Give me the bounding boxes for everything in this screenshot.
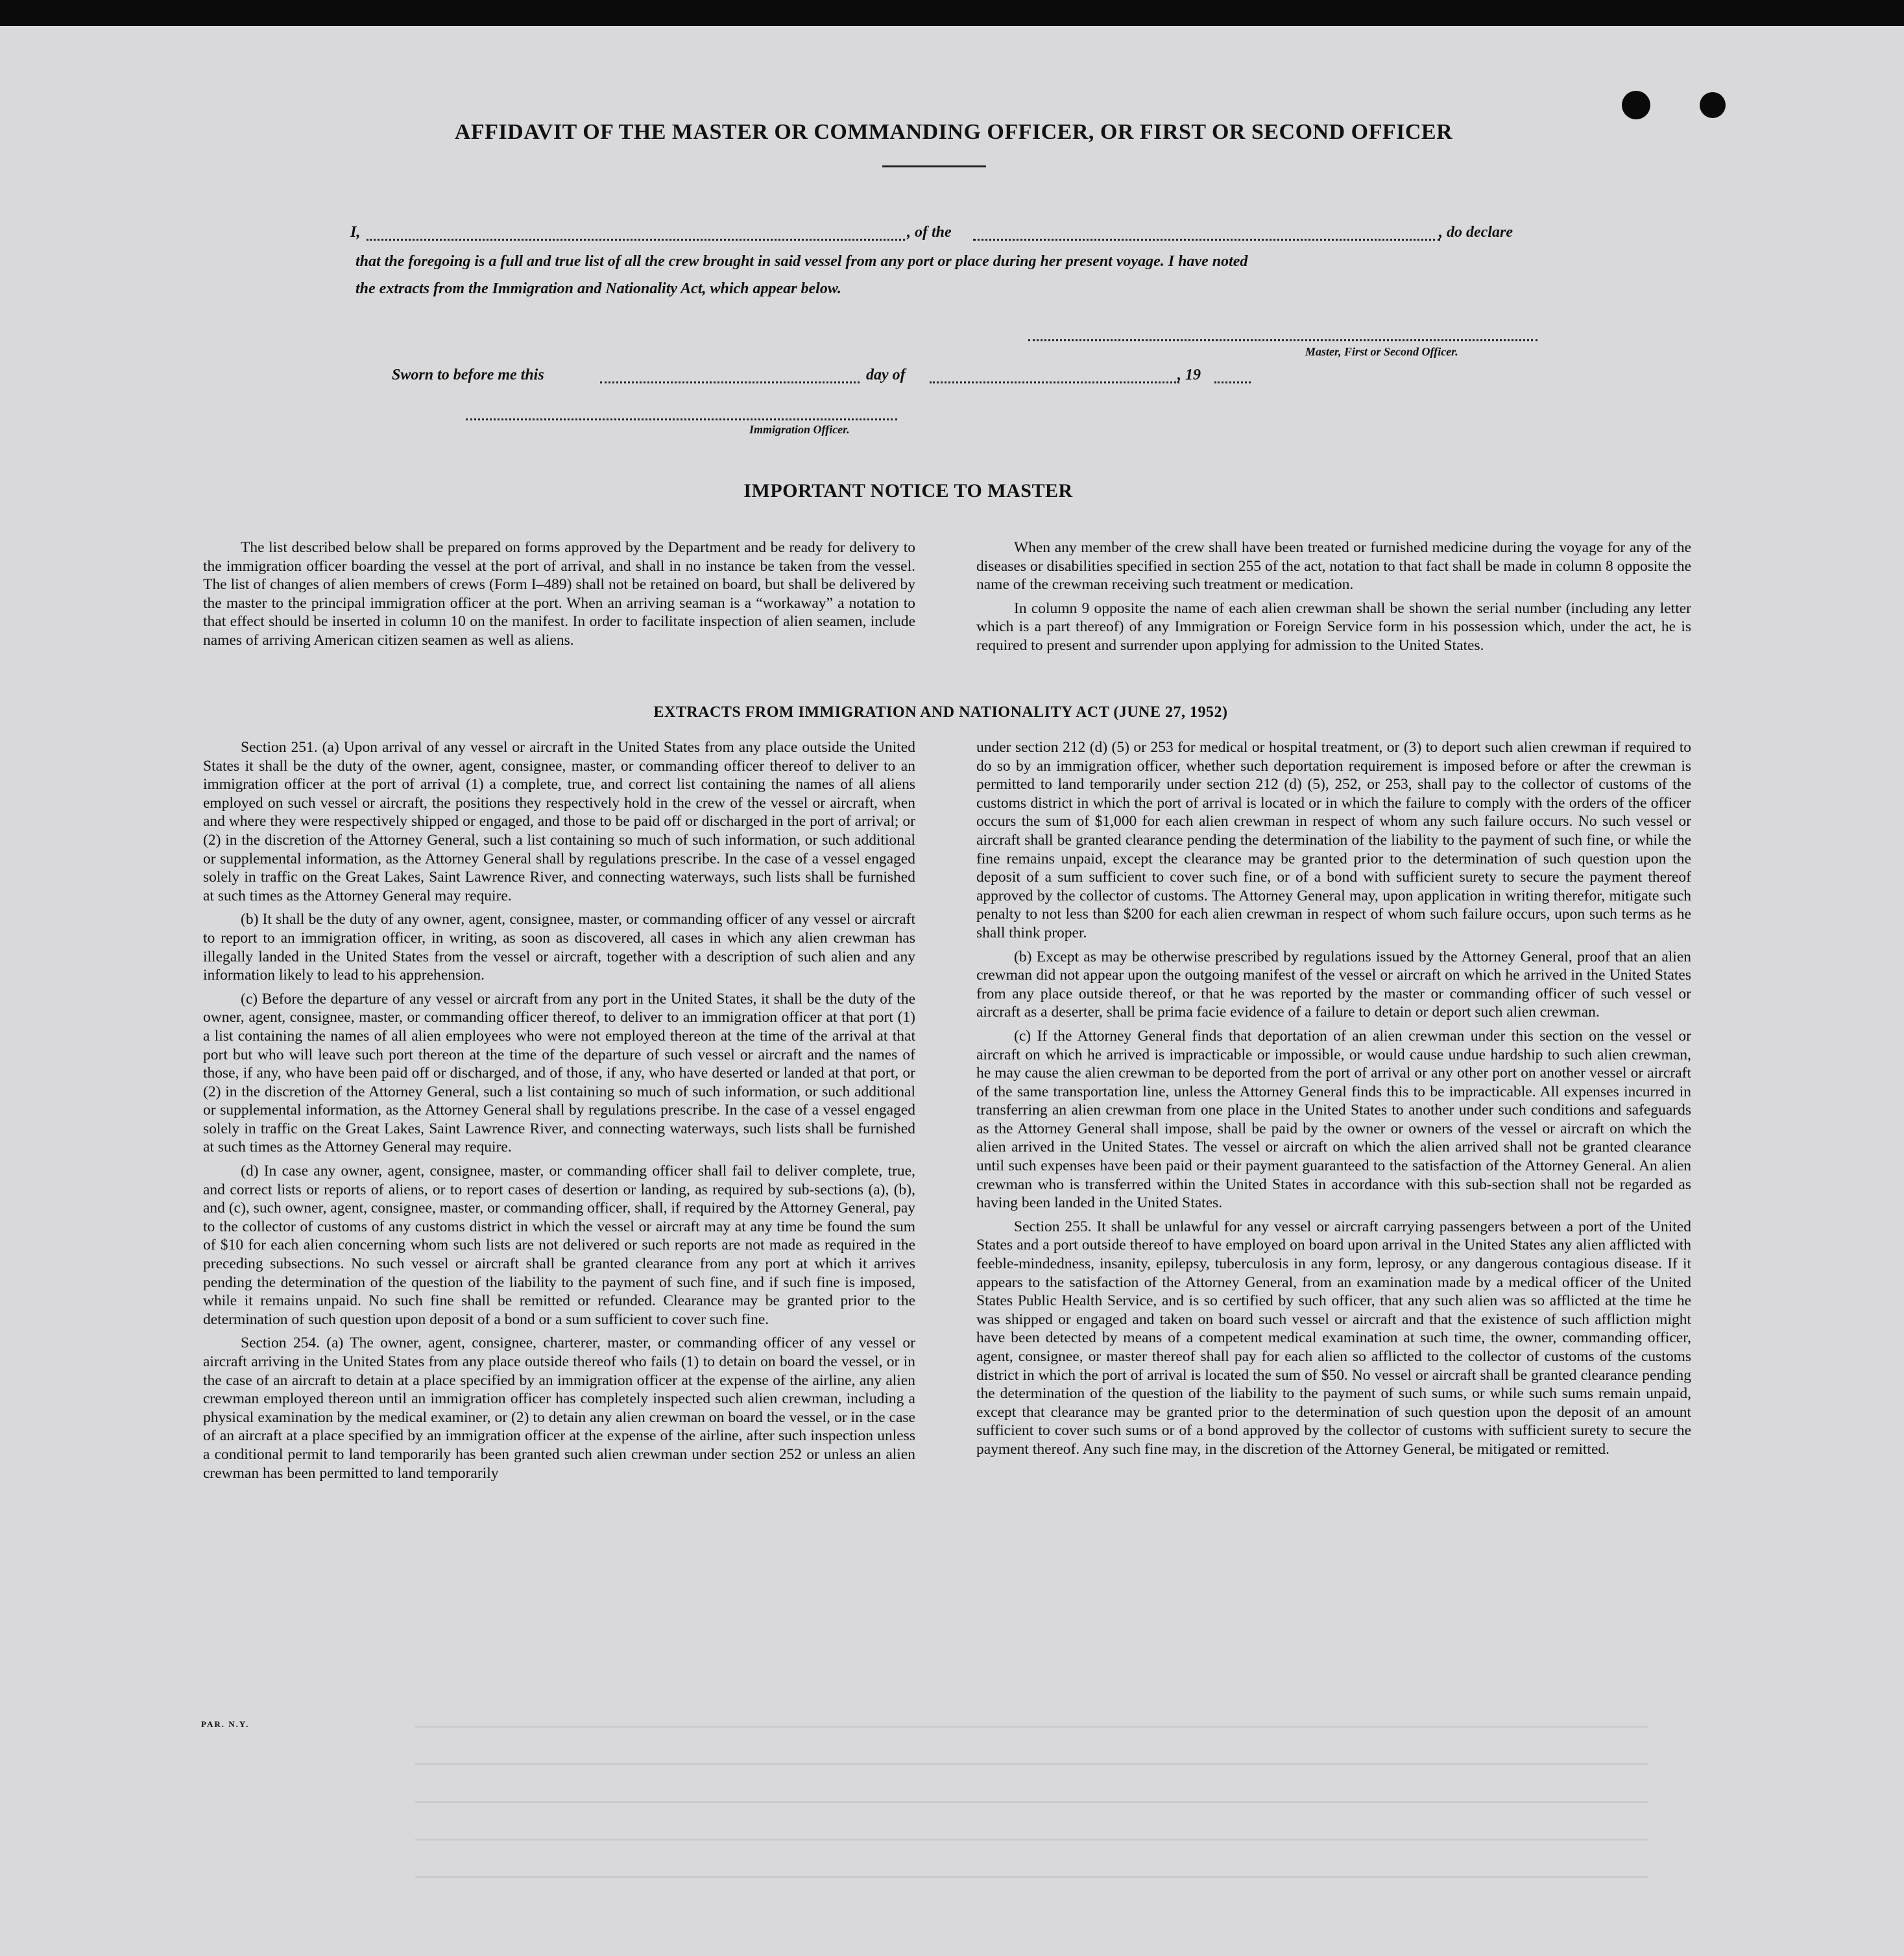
sworn-year-blank[interactable] [1214, 381, 1251, 383]
decl-line-3: the extracts from the Immigration and Nationality Act, which appear below. [355, 280, 841, 297]
notice-right-paragraph-2: In column 9 opposite the name of each alien crewman shall be shown the serial number (including any letter which is a part thereof) of any Immigration or Foreign Service form in his possession which, under the act, he is required to present and surrender upon applying for admission to the United States. [976, 599, 1691, 654]
vessel-blank[interactable] [973, 239, 1440, 241]
notice-right-paragraph-1: When any member of the crew shall have been treated or furnished medicine during the voyage for any of the diseases or disabilities specified in section 255 of the act, notation to that fact shall be made in column 8 opposite the name of the crewman receiving such treatment or medication. [976, 539, 1691, 594]
decl-do-declare-label: , do declare [1439, 224, 1513, 241]
sworn-label: Sworn to before me this [392, 367, 544, 383]
extracts-right-column [976, 738, 1691, 1464]
punch-hole-right [1700, 92, 1726, 118]
decl-of-the-label: , of the [907, 224, 952, 241]
section-251-a: Section 251. (a) Upon arrival of any vessel or aircraft in the United States from any place outside the United States it shall be the duty of the owner, agent, consignee, master, or commanding officer thereof to deliver to an immigration officer at the port of arrival (1) a complete, true, and correct list containing the names of all aliens employed on such vessel or aircraft, the positions they respectively hold in the crew of the vessel or aircraft, when and where they were respectively shipped or engaged, and those to be paid off or discharged in the port of arrival; or (2) in the discretion of the Attorney General, such a list containing so much of such information, or such additional or supplemental information, as the Attorney General shall by regulations prescribe. In the case of a vessel engaged solely in traffic on the Great Lakes, Saint Lawrence River, and connecting waterways, such lists shall be furnished at such times as the Attorney General may require. [203, 739, 915, 904]
printer-mark: PAR. N.Y. [201, 1719, 250, 1729]
section-251-b: (b) It shall be the duty of any owner, agent, consignee, master, or commanding officer of any vessel or aircraft to report to an immigration officer, in writing, as soon as discovered, all cases in which any alien crewman has illegally landed in the United States from the vessel or aircraft, together with a description of such alien and any information likely to lead to his apprehension. [203, 911, 915, 984]
notice-title: IMPORTANT NOTICE TO MASTER [743, 480, 1073, 501]
notice-left-column [203, 538, 915, 655]
decl-line-2: that the foregoing is a full and true list of all the crew brought in said vessel from any port or place during her present voyage. I have noted [355, 253, 1248, 270]
sworn-day-blank[interactable] [600, 381, 860, 383]
year-label: , 19 [1177, 367, 1201, 383]
immigration-officer-label: Immigration Officer. [749, 423, 850, 436]
notice-right-column [976, 538, 1691, 660]
section-254-b: (b) Except as may be otherwise prescribed by regulations issued by the Attorney General, proof that an alien crewman did not appear upon the outgoing manifest of the vessel or aircraft on which he arrived in the United States from any place outside thereof, or that he was reported by the master or commanding officer of such vessel or aircraft as a deserter, shall be prima facie evidence of a failure to detain or deport such alien crewman. [976, 948, 1691, 1021]
immigration-officer-signature-blank[interactable] [466, 418, 897, 420]
affidavit-title: AFFIDAVIT OF THE MASTER OR COMMANDING OFFICER, OR FIRST OR SECOND OFFICER [454, 120, 1453, 144]
sworn-month-blank[interactable] [930, 381, 1179, 383]
extracts-title: EXTRACTS FROM IMMIGRATION AND NATIONALITY ACT (JUNE 27, 1952) [653, 704, 1228, 721]
section-254-a: Section 254. (a) The owner, agent, consignee, charterer, master, or commanding officer of any vessel or aircraft arriving in the United States from any place outside thereof who fails (1) to detain on board the vessel, or in the case of an aircraft to detain at a place specified by an immigration officer at the expense of the airline, any alien crewman employed thereon until an immigration officer has completely inspected such alien crewman, including a physical examination by the medical examiner, or (2) to detain any alien crewman on board the vessel, or in the case of an aircraft at a place specified by an immigration officer at the expense of the airline, after such inspection unless a conditional permit to land temporarily has been granted such alien crewman under section 252 or unless an alien crewman has been permitted to land temporarily [203, 1334, 915, 1482]
title-rule [882, 165, 986, 167]
punch-hole-left [1622, 91, 1650, 119]
section-254-a-continued: under section 212 (d) (5) or 253 for medical or hospital treatment, or (3) to deport such alien crewman if required to do so by an immigration officer, whether such deportation requirement is imposed before or after the crewman is permitted to land temporarily under section 212 (d) (5), 252, or 253, shall pay to the collector of customs of the customs district in which the port of arrival is located or in which the failure to comply with the orders of the officer occurs the sum of $1,000 for each alien crewman in respect of whom any such failure occurs. No such vessel or aircraft shall be granted clearance pending the determination of the liability to the payment of such fine, or while the fine remains unpaid, except the clearance may be granted prior to the determination of such question upon the deposit of a sum sufficient to cover such fine, or of a bond with sufficient surety to secure the payment thereof approved by the collector of customs. The Attorney General may, upon application in writing therefor, mitigate such penalty to not less than $200 for each alien crewman in respect of whom such failure occurs, upon such terms as he shall think proper. [976, 739, 1691, 941]
master-signature-blank[interactable] [1028, 339, 1537, 341]
decl-i-label: I, [350, 224, 361, 241]
section-254-c: (c) If the Attorney General finds that deportation of an alien crewman under this section on the vessel or aircraft on which he arrived is impracticable or impossible, or would cause undue hardship to such alien crewman, he may cause the alien crewman to be deported from the port of arrival or any other port on another vessel or aircraft of the same transportation line, unless the Attorney General finds this to be impracticable. All expenses incurred in transferring an alien crewman from one place in the United States to another under such conditions and safeguards as the Attorney General shall impose, shall be paid by the owner or owners of the vessel or aircraft on which the alien arrived in the United States. The vessel or aircraft on which the alien arrived shall not be granted clearance until such expenses have been paid or their payment guaranteed to the satisfaction of the Attorney General. An alien crewman who is transferred within the United States in accordance with this sub-section shall not be regarded as having been landed in the United States. [976, 1027, 1691, 1212]
section-255: Section 255. It shall be unlawful for any vessel or aircraft carrying passengers between a port of the United States and a port outside thereof to have employed on board upon arrival in the United States any alien afflicted with feeble-mindedness, insanity, epilepsy, tuberculosis in any form, leprosy, or any dangerous contagious disease. If it appears to the satisfaction of the Attorney General, from an examination made by a medical officer of the United States Public Health Service, and is so certified by such officer, that any such alien was so afflicted at the time he was shipped or engaged and taken on board such vessel or aircraft and that the existence of such affliction might have been detected by means of a competent medical examination at such time, the owner, commanding officer, agent, consignee, or master thereof shall pay for each alien so afflicted to the collector of customs of the customs district in which the port of arrival is located the sum of $50. No vessel or aircraft shall be granted clearance pending the determination of the question of the liability to the payment of such sums, or while such sums remain unpaid, except that clearance may be granted prior to the determination of such question upon the deposit of an amount sufficient to cover such sums or of a bond approved by the collector of customs with sufficient surety to secure the payment thereof. Any such fine may, in the discretion of the Attorney General, be mitigated or remitted. [976, 1218, 1691, 1458]
notice-left-paragraph: The list described below shall be prepared on forms approved by the Department and be ready for delivery to the immigration officer boarding the vessel at the port of arrival, and shall in no instance be taken from the vessel. The list of changes of alien members of crews (Form I–489) shall not be retained on board, but shall be delivered by the master to the principal immigration officer at the port. When an arriving seaman is a “workaway” a notation to that effect should be inserted in column 10 on the manifest. In order to facilitate inspection of alien seamen, include names of arriving American citizen seamen as well as aliens. [203, 539, 915, 649]
name-blank[interactable] [367, 239, 905, 241]
master-signature-label: Master, First or Second Officer. [1305, 345, 1458, 358]
extracts-left-column [203, 738, 915, 1488]
day-of-label: day of [866, 367, 906, 383]
bleed-through-texture [415, 1719, 1648, 1914]
section-251-c: (c) Before the departure of any vessel or aircraft from any port in the United States, it shall be the duty of the owner, agent, consignee, master, or commanding officer thereof, to deliver to an immigration officer at that port (1) a list containing the names of all alien employees who were not employed thereon at the time of the arrival at that port but who will leave such port thereon at the time of the departure of such vessel or aircraft and the names of those, if any, who have been paid off or discharged, and of those, if any, who have deserted or landed at that port, or (2) in the discretion of the Attorney General, such a list containing so much of such information, or such additional or supplemental information, as the Attorney General shall by regulations prescribe. In the case of a vessel engaged solely in traffic on the Great Lakes, Saint Lawrence River, and connecting waterways, such lists shall be furnished at such times as the Attorney General may require. [203, 990, 915, 1156]
section-251-d: (d) In case any owner, agent, consignee, master, or commanding officer shall fail to deliver complete, true, and correct lists or reports of aliens, or to report cases of desertion or landing, as required by sub-sections (a), (b), and (c), such owner, agent, consignee, master, or commanding officer, shall, if required by the Attorney General, pay to the collector of customs of any customs district in which the vessel or aircraft may at any time be found the sum of $10 for each alien concerning whom such lists are not delivered or such reports are not made as required in the preceding subsections. No such vessel or aircraft shall be granted clearance from any port at which it arrives pending the determination of the question of the liability to the payment of such fine, and if such fine is imposed, while it remains unpaid. No such fine shall be remitted or refunded. Clearance may be granted prior to the determination of such question upon deposit of a bond or a sum sufficient to cover such fine. [203, 1163, 915, 1328]
document-sheet [0, 26, 1904, 1956]
